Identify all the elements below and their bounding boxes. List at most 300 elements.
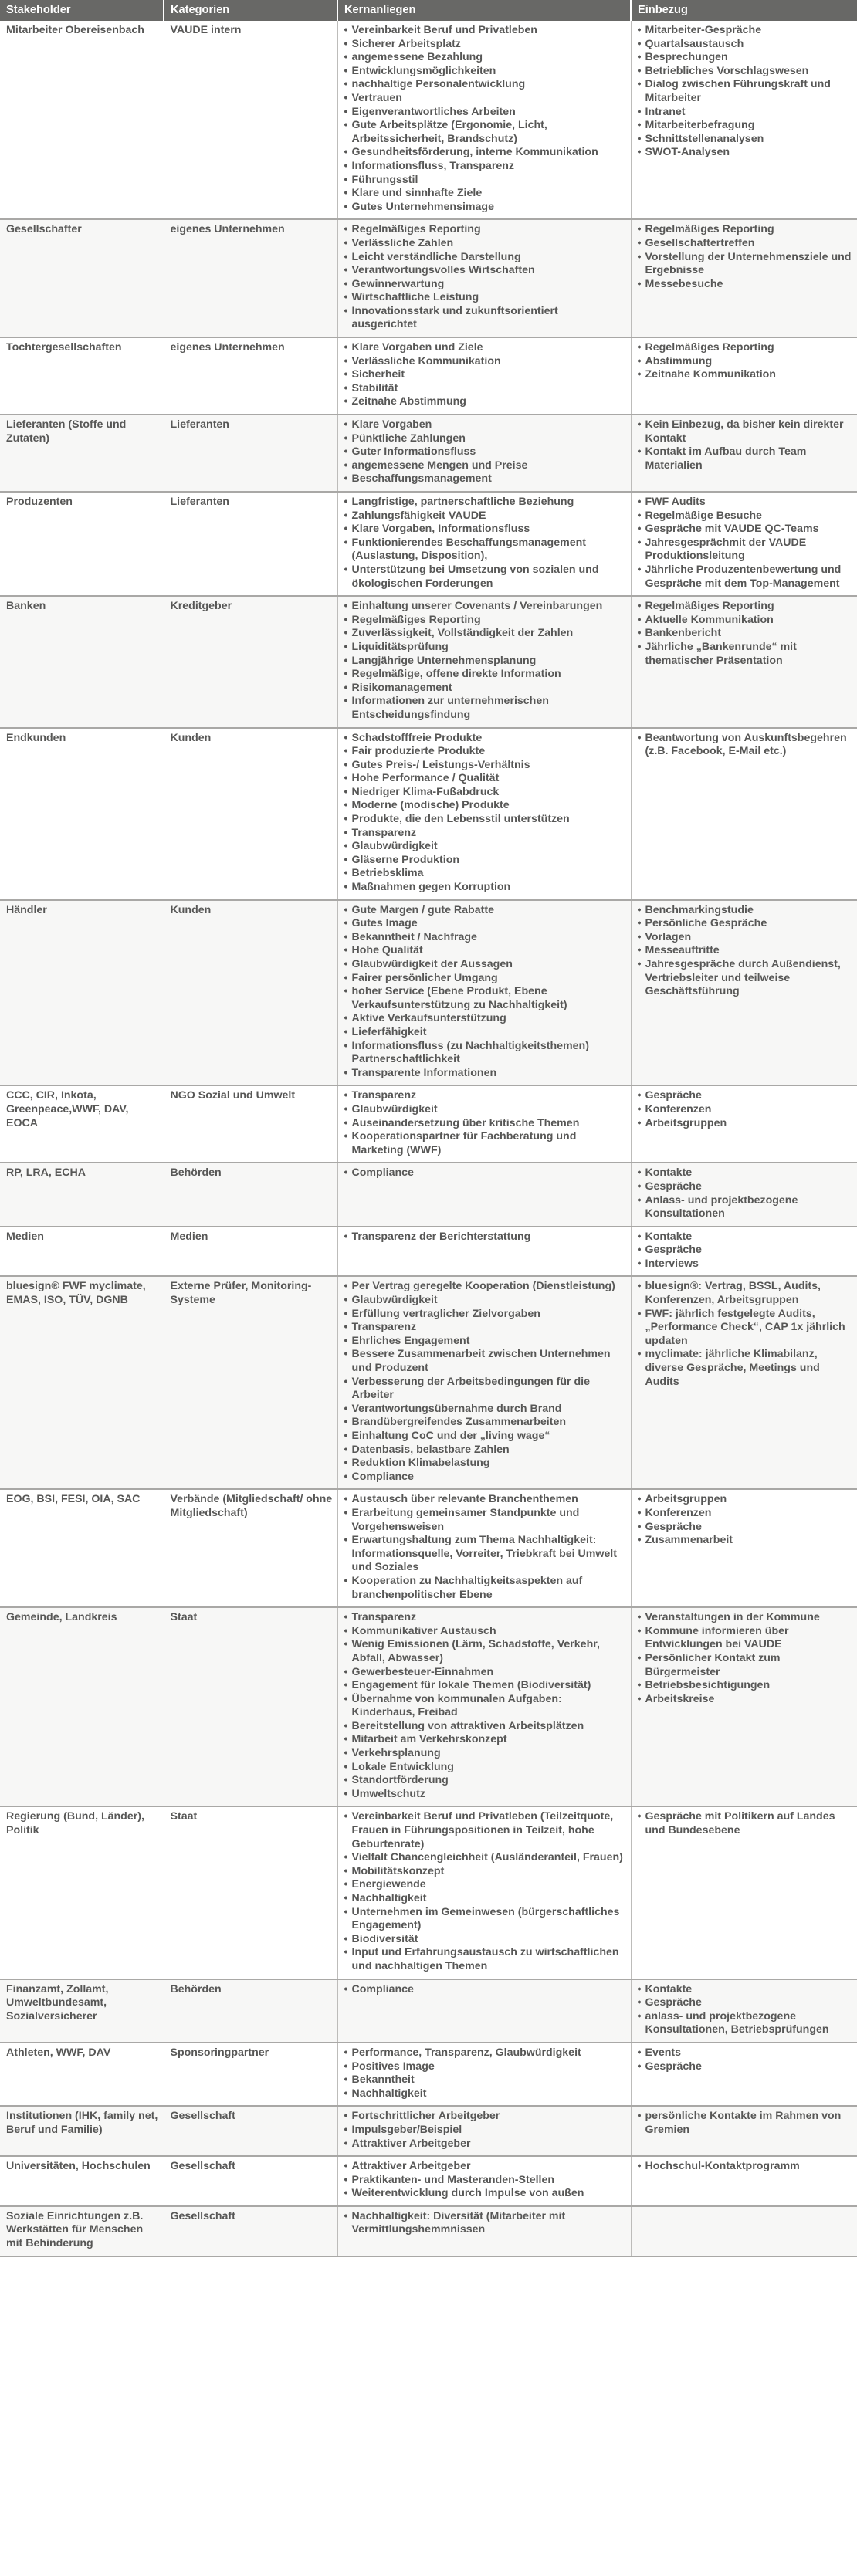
kategorie-cell: Kunden <box>164 900 337 1086</box>
einbezug-item: • Jährliche „Bankenrunde“ mit thematischer Präsentation <box>638 641 853 668</box>
einbezug-item: • Jahresgesprächmit der VAUDE Produktionsleitung <box>638 537 853 564</box>
kernanliegen-item: • Biodiversität <box>344 1933 626 1947</box>
kategorie-cell: Externe Prüfer, Monitoring-Systeme <box>164 1276 337 1489</box>
einbezug-cell <box>631 900 857 1086</box>
kernanliegen-item: • Gutes Preis-/ Leistungs-Verhältnis <box>344 759 626 773</box>
table-row <box>0 1979 857 2043</box>
kernanliegen-cell-list <box>344 223 626 332</box>
einbezug-cell-list <box>638 904 853 999</box>
stakeholder-cell: Regierung (Bund, Länder), Politik <box>0 1806 164 1979</box>
table-row <box>0 1489 857 1607</box>
einbezug-cell <box>631 1806 857 1979</box>
einbezug-item: • Persönlicher Kontakt zum Bürgermeister <box>638 1652 853 1679</box>
einbezug-item: • Veranstaltungen in der Kommune <box>638 1611 853 1625</box>
kernanliegen-cell <box>337 1227 631 1277</box>
kernanliegen-item: • Regelmäßige, offene direkte Information <box>344 668 626 682</box>
einbezug-cell <box>631 1979 857 2043</box>
stakeholder-cell: Banken <box>0 596 164 727</box>
kernanliegen-cell <box>337 2043 631 2106</box>
einbezug-item: • Intranet <box>638 106 853 120</box>
einbezug-item: • Dialog zwischen Führungskraft und Mitarbeiter <box>638 78 853 105</box>
kernanliegen-cell-list <box>344 1983 626 1997</box>
einbezug-item: • Messeauftritte <box>638 944 853 958</box>
kernanliegen-item: • Vereinbarkeit Beruf und Privatleben <box>344 24 626 38</box>
column-header-kategorien: Kategorien <box>164 0 337 21</box>
kernanliegen-item: • Positives Image <box>344 2060 626 2074</box>
kernanliegen-item: • Leicht verständliche Darstellung <box>344 251 626 265</box>
kernanliegen-cell-list <box>344 2110 626 2151</box>
kernanliegen-item: • Langfristige, partnerschaftliche Beziehung <box>344 496 626 509</box>
einbezug-cell-list <box>638 1280 853 1389</box>
einbezug-item: • Events <box>638 2046 853 2060</box>
kernanliegen-cell <box>337 1806 631 1979</box>
einbezug-cell <box>631 1276 857 1489</box>
kernanliegen-item: • Hohe Qualität <box>344 944 626 958</box>
table-row <box>0 1085 857 1163</box>
einbezug-cell-list <box>638 1493 853 1547</box>
einbezug-item: • Persönliche Gespräche <box>638 917 853 931</box>
kernanliegen-item: • Gutes Unternehmensimage <box>344 201 626 215</box>
kernanliegen-cell-list <box>344 24 626 214</box>
kernanliegen-item: • Transparente Informationen <box>344 1067 626 1081</box>
kernanliegen-item: • Gewinnerwartung <box>344 278 626 292</box>
einbezug-item: • Regelmäßige Besuche <box>638 509 853 523</box>
einbezug-cell <box>631 415 857 492</box>
einbezug-cell <box>631 219 857 337</box>
kernanliegen-item: • Erfüllung vertraglicher Zielvorgaben <box>344 1308 626 1322</box>
kernanliegen-item: • Attraktiver Arbeitgeber <box>344 2138 626 2151</box>
kernanliegen-item: • Mitarbeit am Verkehrskonzept <box>344 1733 626 1747</box>
kernanliegen-item: • Gute Margen / gute Rabatte <box>344 904 626 918</box>
kernanliegen-item: • Reduktion Klimabelastung <box>344 1457 626 1471</box>
kernanliegen-item: • Eigenverantwortliches Arbeiten <box>344 106 626 120</box>
kernanliegen-item: • Compliance <box>344 1471 626 1484</box>
kernanliegen-item: • Hohe Performance / Qualität <box>344 772 626 786</box>
kernanliegen-item: • Mobilitätskonzept <box>344 1865 626 1879</box>
einbezug-item: • Gesellschaftertreffen <box>638 237 853 251</box>
kernanliegen-item: • Transparenz <box>344 1089 626 1103</box>
kernanliegen-cell <box>337 492 631 596</box>
einbezug-item: • Regelmäßiges Reporting <box>638 341 853 355</box>
stakeholder-cell: Athleten, WWF, DAV <box>0 2043 164 2106</box>
einbezug-cell-list <box>638 1230 853 1271</box>
kernanliegen-item: • Maßnahmen gegen Korruption <box>344 881 626 895</box>
kernanliegen-cell-list <box>344 904 626 1081</box>
kernanliegen-item: • Erwartungshaltung zum Thema Nachhaltigkeit: Informationsquelle, Vorreiter, Triebkraft bei Umwelt und Soziales <box>344 1534 626 1575</box>
kernanliegen-item: • Wirtschaftliche Leistung <box>344 291 626 305</box>
stakeholder-cell: Institutionen (IHK, family net, Beruf und Familie) <box>0 2106 164 2156</box>
stakeholder-cell: Gesellschafter <box>0 219 164 337</box>
kernanliegen-item: • Glaubwürdigkeit <box>344 840 626 854</box>
stakeholder-cell: bluesign® FWF myclimate, EMAS, ISO, TÜV, DGNB <box>0 1276 164 1489</box>
kernanliegen-item: • Schadstofffreie Produkte <box>344 732 626 746</box>
kernanliegen-item: • Risikomanagement <box>344 682 626 696</box>
einbezug-item: • SWOT-Analysen <box>638 146 853 160</box>
kernanliegen-item: • Gesundheitsförderung, interne Kommunikation <box>344 146 626 160</box>
stakeholder-cell: RP, LRA, ECHA <box>0 1163 164 1226</box>
kernanliegen-cell <box>337 1489 631 1607</box>
kernanliegen-item: • Zahlungsfähigkeit VAUDE <box>344 509 626 523</box>
kernanliegen-cell-list <box>344 496 626 591</box>
table-row <box>0 1227 857 1277</box>
kernanliegen-cell-list <box>344 418 626 486</box>
kernanliegen-item: • Transparenz <box>344 1321 626 1335</box>
kernanliegen-item: • Einhaltung unserer Covenants / Vereinbarungen <box>344 600 626 614</box>
stakeholder-cell: Universitäten, Hochschulen <box>0 2156 164 2206</box>
kernanliegen-cell <box>337 900 631 1086</box>
einbezug-item: • Anlass- und projektbezogene Konsultationen <box>638 1194 853 1221</box>
kernanliegen-cell-list <box>344 341 626 409</box>
table-row <box>0 415 857 492</box>
einbezug-cell <box>631 2106 857 2156</box>
einbezug-cell-list <box>638 341 853 382</box>
einbezug-item: • Arbeitsgruppen <box>638 1493 853 1507</box>
einbezug-item: • Benchmarkingstudie <box>638 904 853 918</box>
kernanliegen-cell-list <box>344 1166 626 1180</box>
kernanliegen-item: • Bereitstellung von attraktiven Arbeitsplätzen <box>344 1720 626 1734</box>
einbezug-item: • Konferenzen <box>638 1103 853 1117</box>
kategorie-cell: Lieferanten <box>164 415 337 492</box>
table-row <box>0 492 857 596</box>
kernanliegen-item: • Aktive Verkaufsunterstützung <box>344 1012 626 1026</box>
einbezug-cell <box>631 1489 857 1607</box>
kernanliegen-item: • Input und Erfahrungsaustausch zu wirtschaftlichen und nachhaltigen Themen <box>344 1946 626 1973</box>
einbezug-cell-list <box>638 1983 853 2037</box>
kernanliegen-item: • Engagement für lokale Themen (Biodiversität) <box>344 1679 626 1693</box>
kernanliegen-cell <box>337 1276 631 1489</box>
kernanliegen-item: • Compliance <box>344 1983 626 1997</box>
kategorie-cell: Kunden <box>164 728 337 900</box>
kernanliegen-item: • Nachhaltigkeit: Diversität (Mitarbeiter mit Vermittlungshemmnissen <box>344 2210 626 2237</box>
kernanliegen-item: • Verantwortungsvolles Wirtschaften <box>344 264 626 278</box>
kernanliegen-item: • hoher Service (Ebene Produkt, Ebene Verkaufsunterstützung zu Nachhaltigkeit) <box>344 985 626 1012</box>
einbezug-item: • anlass- und projektbezogene Konsultationen, Betriebsprüfungen <box>638 2010 853 2037</box>
kategorie-cell: Gesellschaft <box>164 2156 337 2206</box>
einbezug-item: • Gespräche <box>638 1996 853 2010</box>
kernanliegen-cell-list <box>344 1611 626 1801</box>
kernanliegen-item: • Fairer persönlicher Umgang <box>344 972 626 986</box>
einbezug-item: • Jahresgespräche durch Außendienst, Vertriebsleiter und teilweise Geschäftsführung <box>638 958 853 999</box>
einbezug-cell <box>631 1227 857 1277</box>
einbezug-item: • Konferenzen <box>638 1507 853 1521</box>
kernanliegen-item: • Gläserne Produktion <box>344 854 626 868</box>
kernanliegen-item: • Lieferfähigkeit <box>344 1026 626 1040</box>
kernanliegen-item: • Klare Vorgaben, Informationsfluss <box>344 523 626 537</box>
einbezug-cell <box>631 1607 857 1806</box>
einbezug-item: • FWF: jährlich festgelegte Audits, „Performance Check“, CAP 1x jährlich updaten <box>638 1308 853 1349</box>
kernanliegen-item: • Transparenz <box>344 827 626 841</box>
table-row <box>0 1806 857 1979</box>
kernanliegen-item: • Umweltschutz <box>344 1788 626 1802</box>
kernanliegen-item: • Fortschrittlicher Arbeitgeber <box>344 2110 626 2124</box>
einbezug-cell-list <box>638 1089 853 1130</box>
header-row <box>0 0 857 21</box>
table-row <box>0 2206 857 2256</box>
column-header-einbezug: Einbezug <box>631 0 857 21</box>
einbezug-cell <box>631 1085 857 1163</box>
kernanliegen-cell <box>337 2106 631 2156</box>
einbezug-item: • Kontakte <box>638 1983 853 1997</box>
einbezug-item: • Mitarbeiterbefragung <box>638 119 853 133</box>
kernanliegen-cell-list <box>344 2160 626 2201</box>
kernanliegen-item: • Compliance <box>344 1166 626 1180</box>
kernanliegen-cell-list <box>344 2046 626 2100</box>
table-row <box>0 2043 857 2106</box>
kernanliegen-item: • Informationsfluss (zu Nachhaltigkeitsthemen) Partnerschaftlichkeit <box>344 1040 626 1067</box>
kernanliegen-item: • Verantwortungsübernahme durch Brand <box>344 1403 626 1417</box>
kernanliegen-item: • Glaubwürdigkeit der Aussagen <box>344 958 626 972</box>
kernanliegen-cell <box>337 1085 631 1163</box>
kernanliegen-item: • Austausch über relevante Branchenthemen <box>344 1493 626 1507</box>
einbezug-item: • Beantwortung von Auskunftsbegehren (z.B. Facebook, E-Mail etc.) <box>638 732 853 759</box>
kernanliegen-item: • Verbesserung der Arbeitsbedingungen für die Arbeiter <box>344 1376 626 1403</box>
einbezug-item: • Kontakt im Aufbau durch Team Materialien <box>638 445 853 472</box>
einbezug-cell-list <box>638 2110 853 2137</box>
kernanliegen-item: • Unterstützung bei Umsetzung von sozialen und ökologischen Forderungen <box>344 564 626 591</box>
kernanliegen-item: • Klare Vorgaben und Ziele <box>344 341 626 355</box>
table-row <box>0 21 857 219</box>
kernanliegen-item: • Vereinbarkeit Beruf und Privatleben (Teilzeitquote, Frauen in Führungspositionen in Teilzeit, hohe Geburtenrate) <box>344 1810 626 1851</box>
einbezug-item: • Quartalsaustausch <box>638 38 853 52</box>
kategorie-cell: Behörden <box>164 1163 337 1226</box>
einbezug-item: • persönliche Kontakte im Rahmen von Gremien <box>638 2110 853 2137</box>
kernanliegen-item: • Klare Vorgaben <box>344 418 626 432</box>
stakeholder-cell: Soziale Einrichtungen z.B. Werkstätten für Menschen mit Behinderung <box>0 2206 164 2256</box>
einbezug-item: • Vorstellung der Unternehmensziele und Ergebnisse <box>638 251 853 278</box>
kernanliegen-item: • angemessene Mengen und Preise <box>344 459 626 473</box>
kernanliegen-cell <box>337 2156 631 2206</box>
kernanliegen-item: • Liquiditätsprüfung <box>344 641 626 655</box>
kernanliegen-item: • Entwicklungsmöglichkeiten <box>344 65 626 79</box>
einbezug-item: • Mitarbeiter-Gespräche <box>638 24 853 38</box>
einbezug-cell <box>631 2043 857 2106</box>
kernanliegen-cell <box>337 728 631 900</box>
einbezug-item: • Zusammenarbeit <box>638 1534 853 1548</box>
kernanliegen-cell <box>337 415 631 492</box>
kernanliegen-item: • Gutes Image <box>344 917 626 931</box>
kernanliegen-item: • Performance, Transparenz, Glaubwürdigkeit <box>344 2046 626 2060</box>
table-body <box>0 21 857 2256</box>
kernanliegen-cell-list <box>344 732 626 895</box>
kernanliegen-item: • Regelmäßiges Reporting <box>344 223 626 237</box>
kategorie-cell: eigenes Unternehmen <box>164 337 337 415</box>
kernanliegen-cell-list <box>344 1280 626 1484</box>
kernanliegen-item: • Zeitnahe Abstimmung <box>344 395 626 409</box>
kernanliegen-item: • Führungsstil <box>344 174 626 188</box>
kernanliegen-item: • Vertrauen <box>344 92 626 106</box>
kernanliegen-item: • Praktikanten- und Masteranden-Stellen <box>344 2174 626 2188</box>
kategorie-cell: eigenes Unternehmen <box>164 219 337 337</box>
stakeholder-cell: Endkunden <box>0 728 164 900</box>
kernanliegen-item: • Glaubwürdigkeit <box>344 1294 626 1308</box>
table-row <box>0 1607 857 1806</box>
kategorie-cell: Staat <box>164 1806 337 1979</box>
stakeholder-cell: Tochtergesellschaften <box>0 337 164 415</box>
kernanliegen-cell-list <box>344 1493 626 1602</box>
kernanliegen-item: • Per Vertrag geregelte Kooperation (Dienstleistung) <box>344 1280 626 1294</box>
kernanliegen-item: • Bekanntheit / Nachfrage <box>344 931 626 945</box>
einbezug-item: • myclimate: jährliche Klimabilanz, diverse Gespräche, Meetings und Audits <box>638 1348 853 1389</box>
kernanliegen-item: • Brandübergreifendes Zusammenarbeiten <box>344 1416 626 1430</box>
table-row <box>0 1276 857 1489</box>
einbezug-item: • Besprechungen <box>638 51 853 65</box>
kernanliegen-item: • Moderne (modische) Produkte <box>344 799 626 813</box>
kernanliegen-item: • Sicherheit <box>344 368 626 382</box>
table-row <box>0 900 857 1086</box>
kernanliegen-cell <box>337 219 631 337</box>
table-header <box>0 0 857 21</box>
kernanliegen-cell-list <box>344 2210 626 2237</box>
kernanliegen-item: • Verlässliche Kommunikation <box>344 355 626 369</box>
stakeholder-cell: Gemeinde, Landkreis <box>0 1607 164 1806</box>
kernanliegen-item: • Unternehmen im Gemeinwesen (bürgerschaftliches Engagement) <box>344 1906 626 1933</box>
kernanliegen-item: • Informationsfluss, Transparenz <box>344 160 626 174</box>
kernanliegen-cell <box>337 596 631 727</box>
kernanliegen-item: • Nachhaltigkeit <box>344 2087 626 2101</box>
kernanliegen-item: • Langjährige Unternehmensplanung <box>344 655 626 669</box>
table-row <box>0 2106 857 2156</box>
kernanliegen-item: • Pünktliche Zahlungen <box>344 432 626 446</box>
einbezug-cell-list <box>638 1810 853 1837</box>
kernanliegen-item: • Bekanntheit <box>344 2073 626 2087</box>
kernanliegen-item: • Gewerbesteuer-Einnahmen <box>344 1666 626 1680</box>
kernanliegen-item: • Standortförderung <box>344 1774 626 1788</box>
einbezug-cell <box>631 1163 857 1226</box>
kernanliegen-item: • Impulsgeber/Beispiel <box>344 2124 626 2138</box>
kernanliegen-item: • Auseinandersetzung über kritische Themen <box>344 1117 626 1131</box>
einbezug-cell <box>631 2156 857 2206</box>
table-row <box>0 2156 857 2206</box>
kernanliegen-item: • Erarbeitung gemeinsamer Standpunkte und Vorgehensweisen <box>344 1507 626 1534</box>
table-row <box>0 596 857 727</box>
einbezug-item: • Zeitnahe Kommunikation <box>638 368 853 382</box>
kernanliegen-item: • Guter Informationsfluss <box>344 445 626 459</box>
kernanliegen-cell <box>337 337 631 415</box>
stakeholder-cell: Mitarbeiter Obereisenbach <box>0 21 164 219</box>
einbezug-cell <box>631 596 857 727</box>
kernanliegen-item: • Wenig Emissionen (Lärm, Schadstoffe, Verkehr, Abfall, Abwasser) <box>344 1638 626 1665</box>
einbezug-item: • Aktuelle Kommunikation <box>638 614 853 628</box>
einbezug-item: • Abstimmung <box>638 355 853 369</box>
kernanliegen-cell <box>337 1163 631 1226</box>
kernanliegen-item: • Vielfalt Chancengleichheit (Ausländeranteil, Frauen) <box>344 1851 626 1865</box>
kernanliegen-item: • Datenbasis, belastbare Zahlen <box>344 1444 626 1457</box>
kategorie-cell: NGO Sozial und Umwelt <box>164 1085 337 1163</box>
einbezug-item: • Gespräche mit VAUDE QC-Teams <box>638 523 853 537</box>
einbezug-item: • Vorlagen <box>638 931 853 945</box>
kernanliegen-item: • Übernahme von kommunalen Aufgaben: Kinderhaus, Freibad <box>344 1693 626 1720</box>
stakeholder-cell: Lieferanten (Stoffe und Zutaten) <box>0 415 164 492</box>
einbezug-item: • Betriebsbesichtigungen <box>638 1679 853 1693</box>
kategorie-cell: Staat <box>164 1607 337 1806</box>
kernanliegen-item: • Verlässliche Zahlen <box>344 237 626 251</box>
kernanliegen-item: • Ehrliches Engagement <box>344 1335 626 1349</box>
kernanliegen-item: • Energiewende <box>344 1878 626 1892</box>
einbezug-cell-list <box>638 600 853 668</box>
kernanliegen-cell-list <box>344 600 626 722</box>
kernanliegen-item: • Zuverlässigkeit, Vollständigkeit der Zahlen <box>344 627 626 641</box>
kernanliegen-item: • Kommunikativer Austausch <box>344 1625 626 1639</box>
kernanliegen-item: • Verkehrsplanung <box>344 1747 626 1761</box>
table-row <box>0 1163 857 1226</box>
einbezug-cell <box>631 337 857 415</box>
kernanliegen-item: • Informationen zur unternehmerischen Entscheidungsfindung <box>344 695 626 722</box>
kernanliegen-item: • Transparenz <box>344 1611 626 1625</box>
einbezug-item: • Gespräche <box>638 1089 853 1103</box>
einbezug-cell-list <box>638 418 853 472</box>
einbezug-cell <box>631 21 857 219</box>
kategorie-cell: Behörden <box>164 1979 337 2043</box>
kernanliegen-item: • Attraktiver Arbeitgeber <box>344 2160 626 2174</box>
einbezug-cell-list <box>638 732 853 759</box>
kernanliegen-item: • Gute Arbeitsplätze (Ergonomie, Licht, Arbeitssicherheit, Brandschutz) <box>344 119 626 146</box>
einbezug-item: • Betriebliches Vorschlagswesen <box>638 65 853 79</box>
kernanliegen-cell-list <box>344 1810 626 1973</box>
kernanliegen-item: • Sicherer Arbeitsplatz <box>344 38 626 52</box>
einbezug-item: • Gespräche <box>638 2060 853 2074</box>
einbezug-item: • Interviews <box>638 1258 853 1271</box>
kernanliegen-item: • Kooperationspartner für Fachberatung und Marketing (WWF) <box>344 1130 626 1157</box>
einbezug-cell-list <box>638 2046 853 2073</box>
column-header-stakeholder: Stakeholder <box>0 0 164 21</box>
stakeholder-cell: Medien <box>0 1227 164 1277</box>
kategorie-cell: Sponsoringpartner <box>164 2043 337 2106</box>
einbezug-item: • Kontakte <box>638 1166 853 1180</box>
kernanliegen-item: • angemessene Bezahlung <box>344 51 626 65</box>
einbezug-item: • Gespräche mit Politikern auf Landes und Bundesebene <box>638 1810 853 1837</box>
einbezug-item: • Regelmäßiges Reporting <box>638 223 853 237</box>
einbezug-item: • Messebesuche <box>638 278 853 292</box>
kernanliegen-cell <box>337 1607 631 1806</box>
einbezug-item: • bluesign®: Vertrag, BSSL, Audits, Konferenzen, Arbeitsgruppen <box>638 1280 853 1307</box>
kernanliegen-cell <box>337 21 631 219</box>
kernanliegen-item: • Betriebsklima <box>344 867 626 881</box>
einbezug-item: • Kontakte <box>638 1230 853 1244</box>
kernanliegen-cell-list <box>344 1089 626 1157</box>
einbezug-cell <box>631 728 857 900</box>
stakeholder-cell: EOG, BSI, FESI, OIA, SAC <box>0 1489 164 1607</box>
einbezug-cell <box>631 2206 857 2256</box>
kernanliegen-item: • Innovationsstark und zukunftsorientiert ausgerichtet <box>344 305 626 332</box>
einbezug-item: • Regelmäßiges Reporting <box>638 600 853 614</box>
kernanliegen-item: • Niedriger Klima-Fußabdruck <box>344 786 626 800</box>
kernanliegen-item: • Klare und sinnhafte Ziele <box>344 187 626 201</box>
kernanliegen-item: • Funktionierendes Beschaffungsmanagement (Auslastung, Disposition), <box>344 537 626 564</box>
kategorie-cell: Lieferanten <box>164 492 337 596</box>
table-row <box>0 337 857 415</box>
kernanliegen-item: • Transparenz der Berichterstattung <box>344 1230 626 1244</box>
einbezug-item: • Kein Einbezug, da bisher kein direkter Kontakt <box>638 418 853 445</box>
einbezug-cell-list <box>638 2160 853 2174</box>
table-row <box>0 728 857 900</box>
kernanliegen-item: • Stabilität <box>344 382 626 396</box>
kategorie-cell: Medien <box>164 1227 337 1277</box>
kernanliegen-item: • Kooperation zu Nachhaltigkeitsaspekten auf branchenpolitischer Ebene <box>344 1575 626 1602</box>
einbezug-item: • Bankenbericht <box>638 627 853 641</box>
einbezug-item: • Arbeitskreise <box>638 1693 853 1707</box>
einbezug-item: • FWF Audits <box>638 496 853 509</box>
stakeholder-cell: Händler <box>0 900 164 1086</box>
kategorie-cell: Kreditgeber <box>164 596 337 727</box>
stakeholder-cell: CCC, CIR, Inkota, Greenpeace,WWF, DAV, EOCA <box>0 1085 164 1163</box>
einbezug-item: • Gespräche <box>638 1521 853 1535</box>
kategorie-cell: Gesellschaft <box>164 2106 337 2156</box>
kernanliegen-item: • Nachhaltigkeit <box>344 1892 626 1906</box>
stakeholder-cell: Produzenten <box>0 492 164 596</box>
einbezug-item: • Schnittstellenanalysen <box>638 133 853 147</box>
column-header-kernanliegen: Kernanliegen <box>337 0 631 21</box>
einbezug-cell-list <box>638 24 853 160</box>
